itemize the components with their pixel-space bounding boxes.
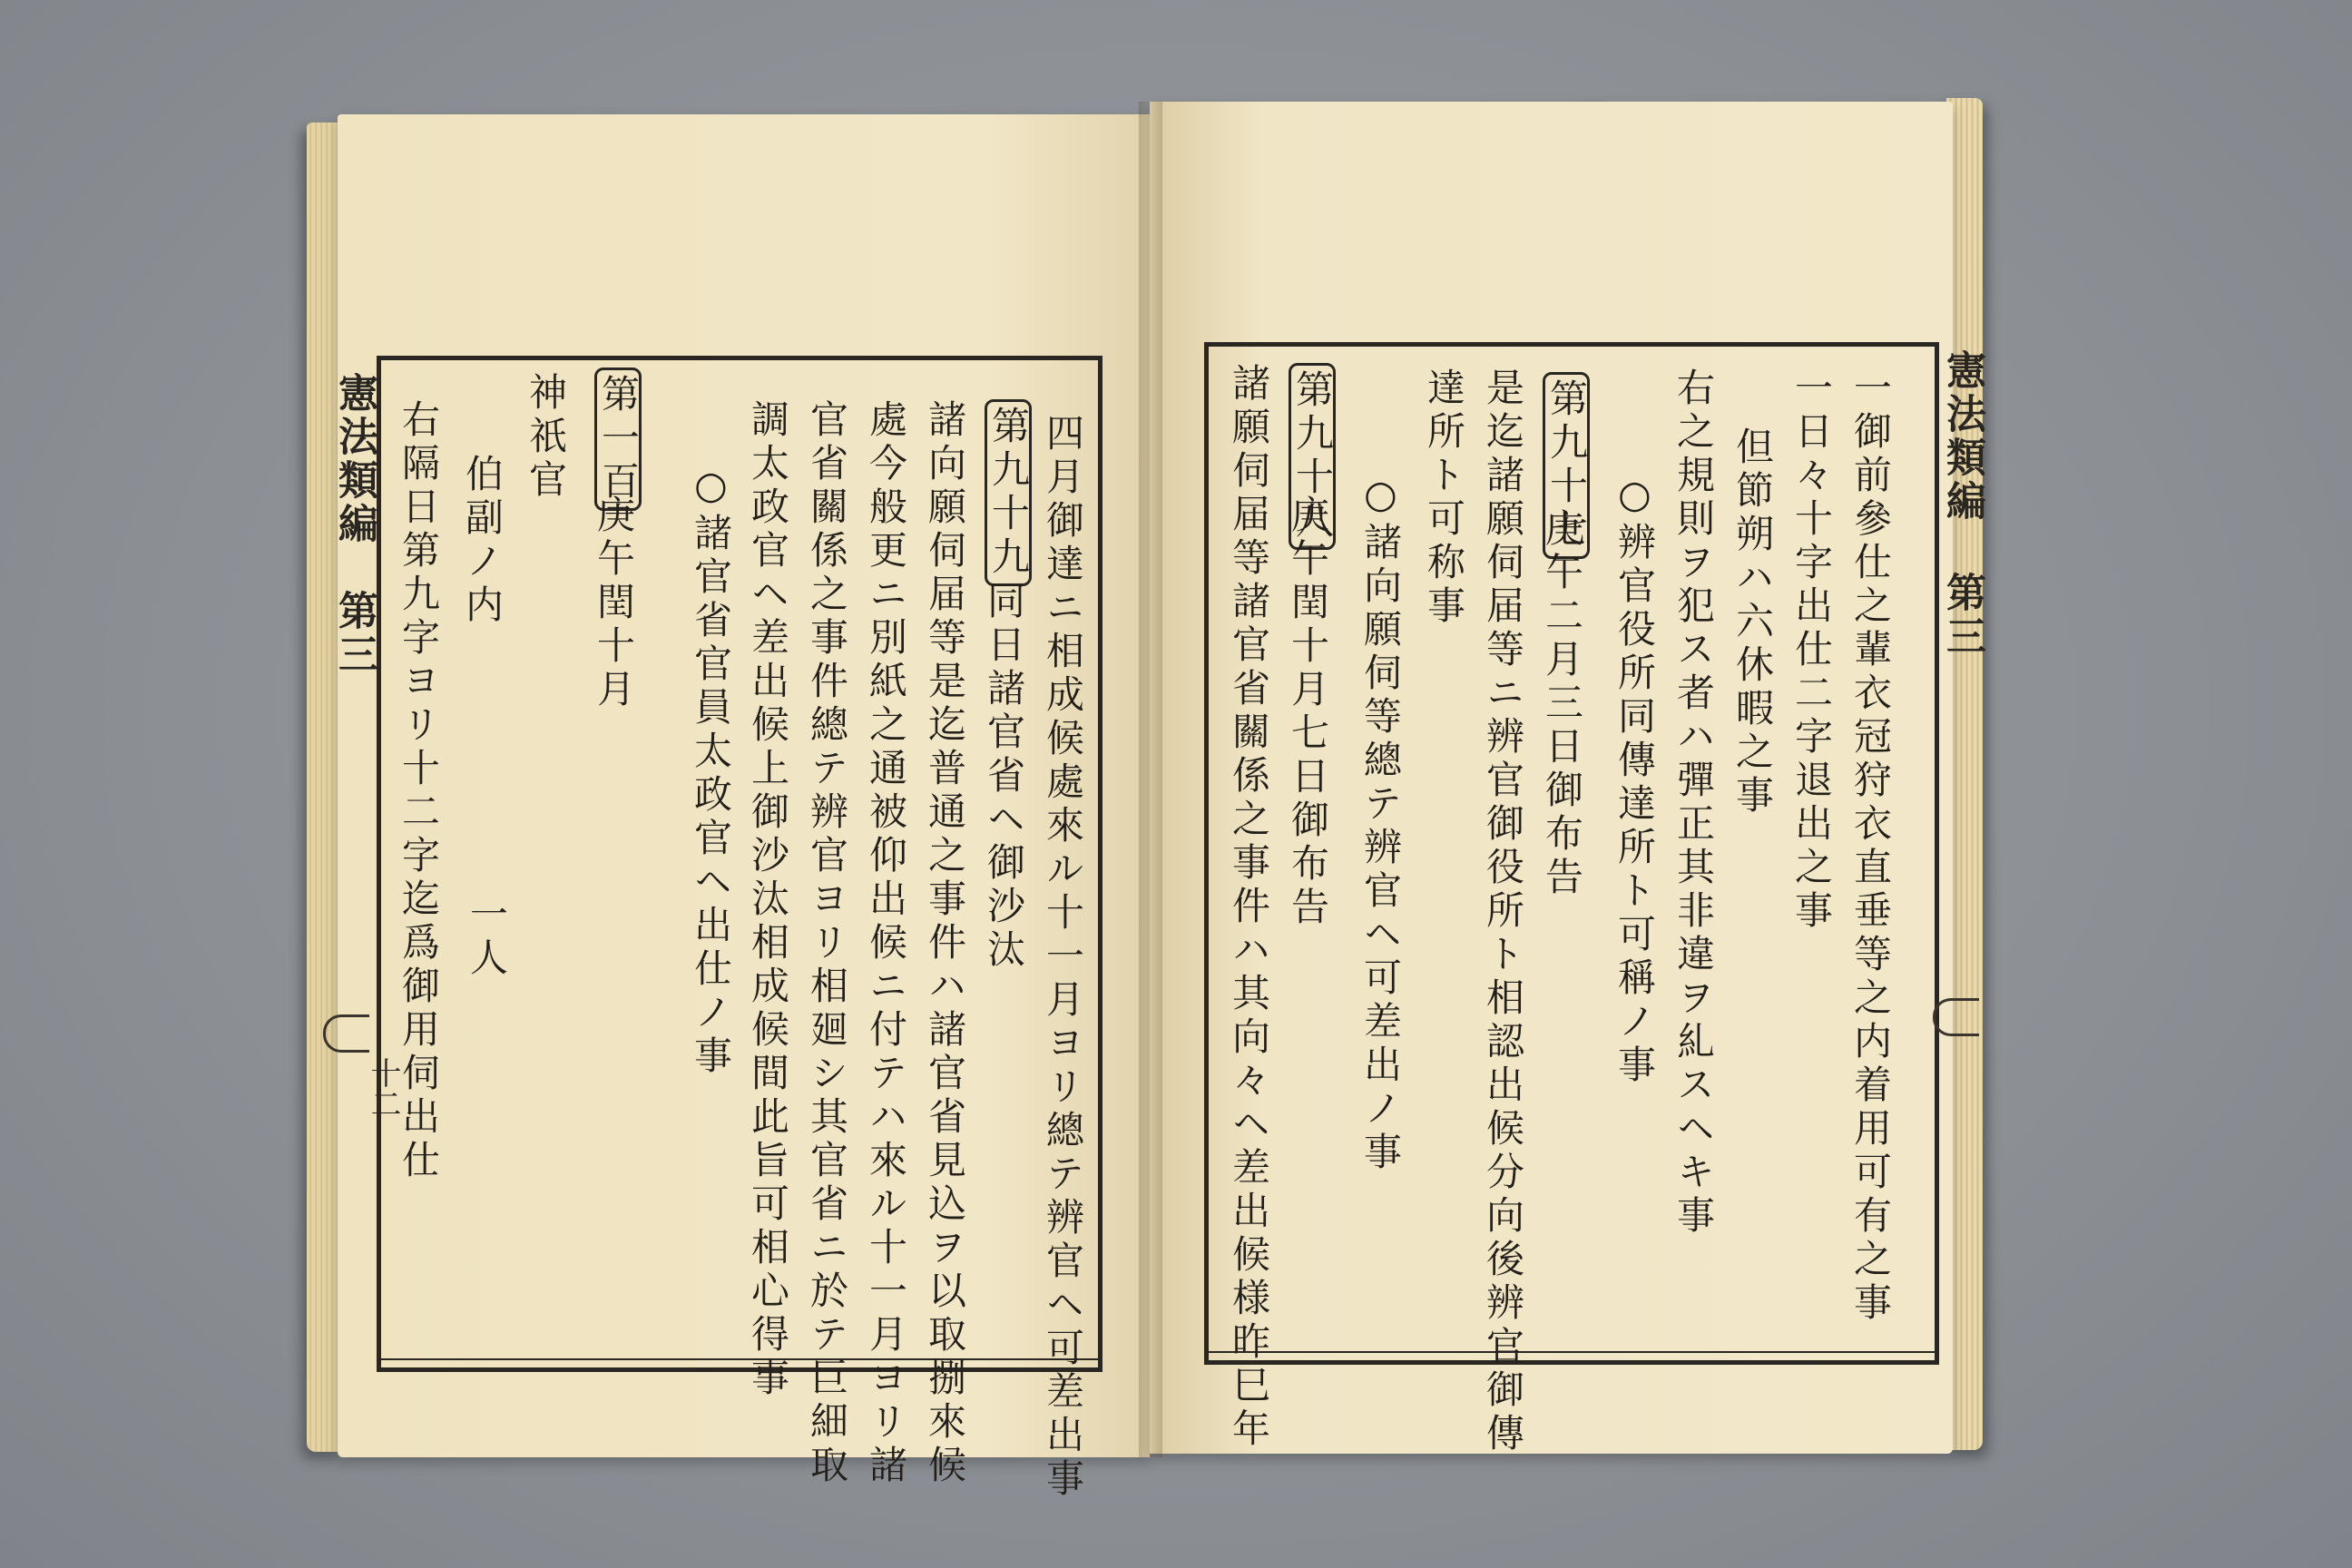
fold-mark [323, 1014, 369, 1053]
left-col-7: 調太政官ヘ差出候上御沙汰相成候間此旨可相心得事 [746, 399, 790, 1401]
right-col-4: 右之規則ヲ犯ス者ハ彈正其非違ヲ糺スヘキ事 [1671, 368, 1716, 1239]
right-col-9: 達所ト可称事 [1422, 368, 1466, 629]
left-col-5: 處今般更ニ別紙之通被仰出候ニ付テハ來ル十一月ヨリ諸 [864, 399, 908, 1488]
article-number-97: 第九十七 [1543, 372, 1590, 559]
left-col-1: 四月御達ニ相成候處來ル十一月ヨリ總テ辨官ヘ可差出事 [1041, 413, 1085, 1502]
left-margin-title: 憲法類編 [331, 372, 377, 546]
left-col-11: 神祇官 [524, 372, 568, 503]
right-col-2: 一日々十字出仕二字退出之事 [1789, 368, 1834, 934]
right-col-7: 庚午二月三日御布告 [1540, 508, 1584, 900]
left-col-6: 官省關係之事件總テ辨官ヨリ相廻シ其官省ニ於テ巨細取 [805, 399, 849, 1488]
right-col-8: 是迄諸願伺届等ニ辨官御役所ト相認出候分向後辨官御傳 [1481, 368, 1525, 1456]
left-folio: 十二 [365, 1057, 401, 1119]
right-margin-volume: 第三 [1939, 572, 1985, 659]
right-col-13: 諸願伺届等諸官省關係之事件ハ其向々ヘ差出候様昨巳年 [1227, 363, 1271, 1452]
article-number-99: 第九十九 [985, 399, 1032, 586]
left-col-3: 同日諸官省ヘ御沙汰 [982, 581, 1026, 973]
frame-rule [381, 1358, 1098, 1360]
right-col-5: ○辨官役所同傳達所ト可稱ノ事 [1612, 472, 1657, 1088]
left-margin-volume: 第三 [331, 590, 377, 677]
fold-mark-right [1933, 998, 1979, 1036]
left-col-10: 庚午閏十月 [592, 495, 636, 712]
book-gutter [1139, 102, 1162, 1457]
left-col-13: 一人 [465, 894, 509, 981]
right-col-1: 一御前參仕之輩衣冠狩衣直垂等之内着用可有之事 [1848, 368, 1893, 1326]
left-col-8: ○諸官省官員太政官ヘ出仕ノ事 [689, 463, 733, 1079]
left-col-4: 諸向願伺届等是迄普通之事件ハ諸官省見込ヲ以取捌來候 [923, 399, 967, 1488]
article-number-100: 第一百 [594, 368, 642, 511]
right-col-3: 但節朔ハ六休暇之事 [1730, 426, 1775, 818]
frame-rule [1209, 1351, 1935, 1353]
article-number-98: 第九十八 [1289, 363, 1336, 550]
left-col-12: 伯副ノ内 [460, 454, 505, 628]
left-col-14: 右隔日第九字ヨリ十二字迄爲御用伺出仕 [397, 399, 441, 1183]
right-col-12: 庚午閏十月七日御布告 [1286, 495, 1330, 930]
right-margin-title: 憲法類編 [1939, 349, 1985, 524]
right-col-10: ○諸向願伺等總テ辨官ヘ可差出ノ事 [1358, 472, 1403, 1175]
